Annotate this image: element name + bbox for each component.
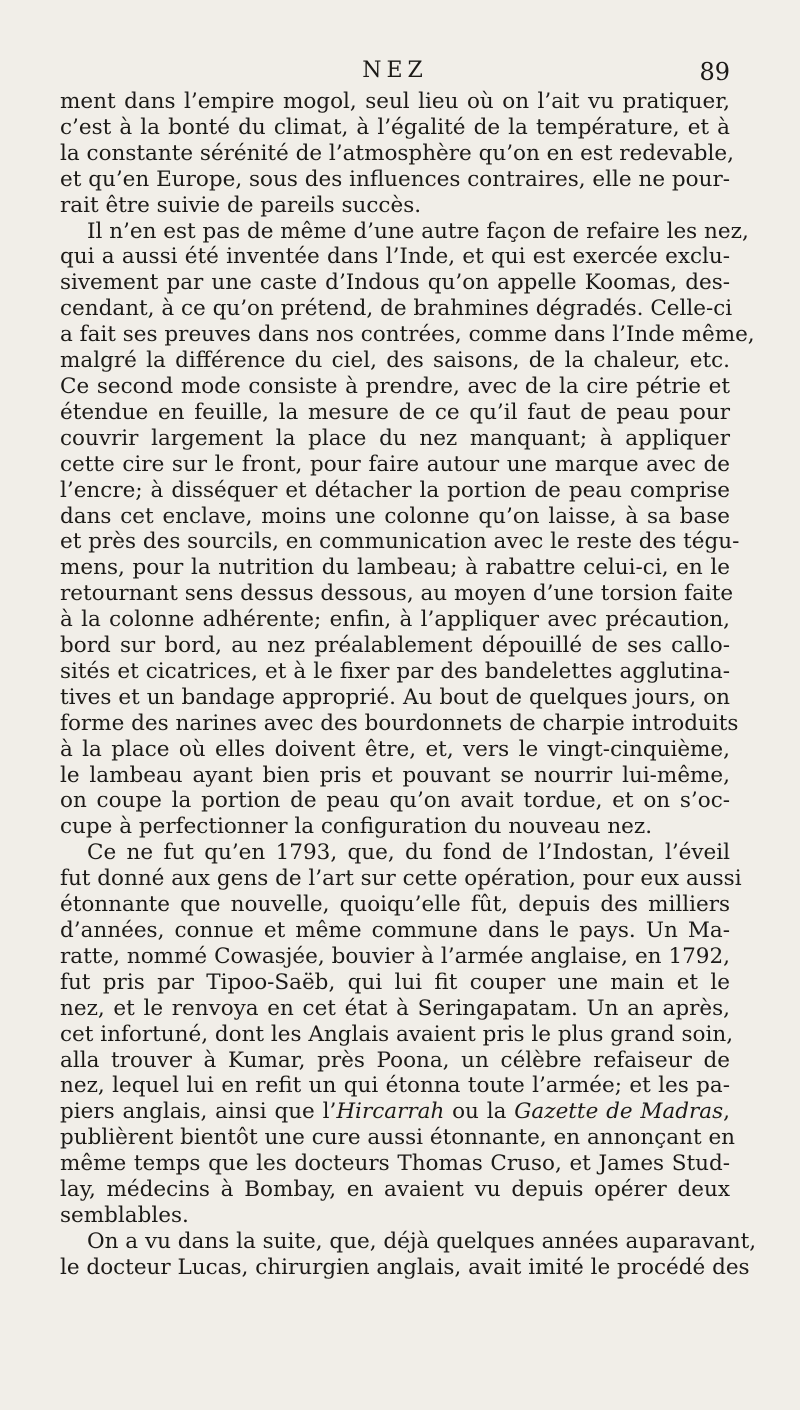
text-line: forme des narines avec des bourdonnets de charpie introduits (60, 710, 739, 736)
text-line: cupe à perfectionner la configuration du nouveau nez. (60, 814, 653, 840)
text-line: la constante sérénité de l’atmosphère qu’on en est redevable, (60, 140, 734, 166)
text-line: à la place où elles doivent être, et, vers le vingt-cinquième, (60, 736, 730, 762)
text-line: sivement par une caste d’Indous qu’on appelle Koomas, des- (60, 270, 730, 296)
text-line: nez, lequel lui en refit un qui étonna toute l’armée; et les pa- (60, 1073, 730, 1099)
paragraph-first-line: On a vu dans la suite, que, déjà quelques années auparavant, (87, 1228, 757, 1254)
text-line: nez, et le renvoya en cet état à Seringapatam. Un an après, (60, 995, 730, 1021)
text-line: couvrir largement la place du nez manquant; à appliquer (60, 425, 730, 451)
text-line: et près des sourcils, en communication avec le reste des tégu- (60, 529, 740, 555)
text-line: l’encre; à disséquer et détacher la portion de peau comprise (60, 477, 730, 503)
text-line: le docteur Lucas, chirurgien anglais, avait imité le procédé des (60, 1254, 750, 1280)
text-line: tives et un bandage approprié. Au bout de quelques jours, on (60, 684, 730, 710)
page-number: 89 (699, 58, 730, 86)
italic-title-gazette: Gazette de Madras (514, 1099, 724, 1125)
text-run: , (723, 1099, 730, 1125)
text-line: cette cire sur le front, pour faire autour une marque avec de (60, 451, 730, 477)
text-line: ment dans l’empire mogol, seul lieu où on l’ait vu pratiquer, (60, 89, 730, 114)
text-line: malgré la différence du ciel, des saisons, de la chaleur, etc. (60, 348, 730, 374)
text-line: lay, médecins à Bombay, en avaient vu depuis opérer deux (60, 1177, 730, 1203)
text-line: semblables. (60, 1202, 189, 1228)
text-line: bord sur bord, au nez préalablement dépouillé de ses callo- (60, 633, 730, 659)
text-run: ou la (444, 1099, 515, 1125)
text-line: étendue en feuille, la mesure de ce qu’il faut de peau pour (60, 399, 730, 425)
text-line: qui a aussi été inventée dans l’Inde, et qui est exercée exclu- (60, 244, 730, 270)
text-line: à la colonne adhérente; enfin, à l’appliquer avec précaution, (60, 607, 730, 633)
text-line: rait être suivie de pareils succès. (60, 192, 422, 218)
text-line: fut donné aux gens de l’art sur cette opération, pour eux aussi (60, 866, 742, 892)
text-line: d’années, connue et même commune dans le pays. Un Ma- (60, 918, 730, 943)
text-line: fut pris par Tipoo-Saëb, qui lui fit couper une main et le (60, 969, 730, 995)
page-header (60, 58, 730, 92)
text-line: mens, pour la nutrition du lambeau; à rabattre celui-ci, en le (60, 555, 730, 581)
text-line: publièrent bientôt une cure aussi étonnante, en annonçant en (60, 1125, 736, 1151)
text-line: et qu’en Europe, sous des influences contraires, elle ne pour- (60, 166, 730, 192)
text-line: alla trouver à Kumar, près Poona, un célèbre refaiseur de (60, 1047, 730, 1073)
text-run: piers anglais, ainsi que l’ (60, 1099, 337, 1125)
text-line-with-italics (60, 1099, 730, 1125)
text-line: on coupe la portion de peau qu’on avait tordue, et on s’oc- (60, 788, 730, 814)
text-line: Ce second mode consiste à prendre, avec de la cire pétrie et (60, 373, 730, 399)
body-text (60, 89, 757, 1281)
text-line: sités et cicatrices, et à le fixer par des bandelettes agglutina- (60, 658, 730, 684)
text-line: a fait ses preuves dans nos contrées, comme dans l’Inde même, (60, 322, 755, 348)
paragraph-first-line: Il n’en est pas de même d’une autre façon de refaire les nez, (87, 218, 749, 244)
text-line: même temps que les docteurs Thomas Cruso, et James Stud- (60, 1151, 730, 1177)
text-line: dans cet enclave, moins une colonne qu’on laisse, à sa base (60, 503, 730, 529)
italic-title-hircarrah: Hircarrah (336, 1099, 445, 1125)
running-head: NEZ (362, 58, 428, 83)
paragraph-first-line: Ce ne fut qu’en 1793, que, du fond de l’Indostan, l’éveil (87, 840, 730, 866)
text-line: cendant, à ce qu’on prétend, de brahmines dégradés. Celle-ci (60, 296, 733, 322)
text-line: c’est à la bonté du climat, à l’égalité de la température, et à (60, 114, 730, 140)
text-line: le lambeau ayant bien pris et pouvant se nourrir lui-même, (60, 762, 730, 788)
text-line: retournant sens dessus dessous, au moyen d’une torsion faite (60, 581, 734, 607)
text-line: étonnante que nouvelle, quoiqu’elle fût, depuis des milliers (60, 892, 730, 918)
text-line: cet infortuné, dont les Anglais avaient pris le plus grand soin, (60, 1021, 734, 1047)
text-line: ratte, nommé Cowasjée, bouvier à l’armée anglaise, en 1792, (60, 943, 730, 969)
